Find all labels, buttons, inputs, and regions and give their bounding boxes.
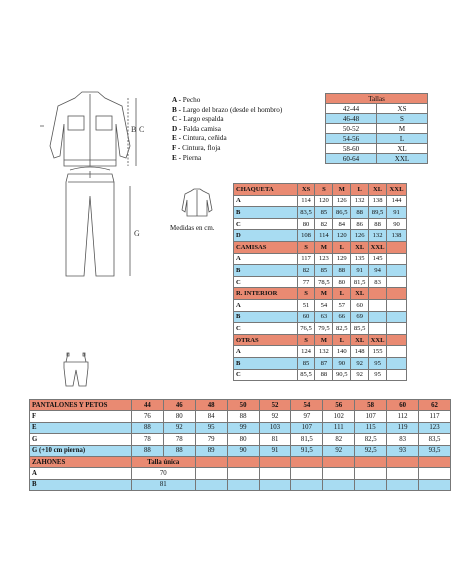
size-header: M — [315, 241, 333, 253]
camisas-row — [234, 265, 407, 277]
table-cell: 93 — [387, 445, 419, 456]
table-cell: 94 — [369, 265, 387, 277]
legend-item — [172, 106, 282, 116]
legend-text: Pierna — [182, 153, 202, 162]
table-cell: 132 — [315, 346, 333, 358]
size-header — [387, 241, 407, 253]
table-cell: A — [234, 346, 298, 358]
otras-row — [234, 346, 407, 358]
pantalones-row — [30, 411, 451, 422]
otras-row — [234, 357, 407, 369]
table-cell — [387, 346, 407, 358]
size-header: 44 — [131, 400, 163, 411]
legend-key: F - — [172, 143, 183, 152]
table-cell: XS — [377, 104, 428, 114]
table-cell: 88 — [369, 218, 387, 230]
table-cell: 60 — [351, 299, 369, 311]
size-header: XL — [351, 288, 369, 300]
table-cell — [369, 299, 387, 311]
table-cell: 92 — [323, 445, 355, 456]
table-cell — [387, 456, 419, 467]
table-cell — [227, 456, 259, 467]
overalls-icon — [56, 352, 96, 388]
table-cell: 79,5 — [315, 323, 333, 335]
table-cell: 66 — [333, 311, 351, 323]
table-cell — [291, 468, 323, 479]
legend-text: Cintura, ceñida — [182, 134, 227, 143]
table-cell: 82 — [323, 434, 355, 445]
pantalones-header — [30, 400, 451, 411]
table-cell: 148 — [351, 346, 369, 358]
table-cell — [387, 265, 407, 277]
legend-key: A - — [172, 96, 183, 104]
table-cell: 76 — [131, 411, 163, 422]
size-header: S — [297, 241, 315, 253]
table-cell: 90 — [333, 357, 351, 369]
legend-key: E - — [172, 134, 183, 143]
table-cell: 145 — [369, 253, 387, 265]
table-cell: 83,5 — [297, 207, 315, 219]
table-cell — [387, 299, 407, 311]
table-cell: 88 — [227, 411, 259, 422]
tallas-row — [326, 144, 428, 154]
table-cell: 90 — [387, 218, 407, 230]
table-cell: 88 — [163, 445, 195, 456]
table-cell: 135 — [351, 253, 369, 265]
legend-item — [172, 144, 282, 154]
table-cell: 129 — [333, 253, 351, 265]
table-cell: 84 — [333, 218, 351, 230]
size-header: XXL — [387, 184, 407, 196]
jacket-drawing — [50, 92, 130, 166]
legend-text: Largo del brazo (desde el hombro) — [182, 105, 283, 114]
table-cell: C — [234, 369, 298, 381]
table-cell: 80 — [227, 434, 259, 445]
size-header: XXL — [369, 241, 387, 253]
table-cell: 60-64 — [326, 154, 377, 164]
table-cell — [323, 456, 355, 467]
interior-row — [234, 323, 407, 335]
size-header: L — [333, 334, 351, 346]
table-cell — [387, 369, 407, 381]
table-cell: 107 — [355, 411, 387, 422]
camisas-header — [234, 241, 407, 253]
chaqueta-row — [234, 207, 407, 219]
table-cell: B — [30, 479, 132, 490]
table-cell: 90 — [227, 445, 259, 456]
size-header: XXL — [369, 334, 387, 346]
chaqueta-header — [234, 184, 407, 196]
table-cell: 69 — [351, 311, 369, 323]
table-cell: 77 — [297, 276, 315, 288]
camisas-row — [234, 253, 407, 265]
table-cell: 144 — [387, 195, 407, 207]
table-cell — [323, 468, 355, 479]
table-cell: 42-44 — [326, 104, 377, 114]
table-cell: 132 — [369, 230, 387, 242]
chaqueta-title: CHAQUETA — [234, 184, 298, 196]
table-cell — [291, 479, 323, 490]
zahones-row — [30, 468, 451, 479]
table-cell: 82,5 — [355, 434, 387, 445]
interior-row — [234, 299, 407, 311]
table-cell: 58-60 — [326, 144, 377, 154]
size-header: 50 — [227, 400, 259, 411]
size-header: L — [333, 241, 351, 253]
legend-key: E - — [172, 153, 183, 162]
pantalones-title: PANTALONES Y PETOS — [30, 400, 132, 411]
legend-text: Largo espalda — [183, 115, 224, 124]
table-cell: 93,5 — [419, 445, 451, 456]
table-cell: S — [377, 114, 428, 124]
dim-label-c: C — [139, 125, 145, 134]
table-cell: 117 — [419, 411, 451, 422]
size-header: 46 — [163, 400, 195, 411]
table-cell: XXL — [377, 154, 428, 164]
table-cell — [387, 323, 407, 335]
table-cell: 108 — [297, 230, 315, 242]
table-cell: E — [30, 422, 132, 433]
table-cell: 63 — [315, 311, 333, 323]
pantalones-table — [29, 399, 451, 491]
table-cell: 86,5 — [333, 207, 351, 219]
table-cell: 85,5 — [351, 323, 369, 335]
tallas-row — [326, 114, 428, 124]
table-cell: B — [234, 265, 298, 277]
table-cell: 126 — [351, 230, 369, 242]
tallas-row — [326, 104, 428, 114]
table-cell: 88 — [351, 207, 369, 219]
table-cell: 117 — [297, 253, 315, 265]
table-cell: 81,5 — [291, 434, 323, 445]
table-cell — [369, 323, 387, 335]
table-cell: 107 — [291, 422, 323, 433]
table-cell: 83 — [387, 434, 419, 445]
table-cell — [227, 479, 259, 490]
size-header: M — [333, 184, 351, 196]
table-cell: 92 — [351, 369, 369, 381]
table-cell — [259, 456, 291, 467]
table-cell: 123 — [315, 253, 333, 265]
table-cell: 140 — [333, 346, 351, 358]
table-cell: 82 — [297, 265, 315, 277]
interior-header — [234, 288, 407, 300]
size-header: 58 — [355, 400, 387, 411]
table-cell — [387, 468, 419, 479]
interior-row — [234, 311, 407, 323]
size-header: L — [351, 184, 369, 196]
table-cell: 89,5 — [369, 207, 387, 219]
table-cell: 99 — [227, 422, 259, 433]
legend-item — [172, 96, 282, 106]
table-cell: 50-52 — [326, 124, 377, 134]
table-cell: 91,5 — [291, 445, 323, 456]
tallas-header — [326, 94, 428, 104]
table-cell — [419, 456, 451, 467]
table-cell — [323, 479, 355, 490]
tallas-row — [326, 134, 428, 144]
size-header — [369, 288, 387, 300]
zahones-title: ZAHONES — [30, 456, 132, 467]
table-cell: 111 — [323, 422, 355, 433]
table-cell: 95 — [195, 422, 227, 433]
legend-key: D - — [172, 124, 184, 133]
table-cell: XL — [377, 144, 428, 154]
legend-item — [172, 125, 282, 135]
size-header: XL — [369, 184, 387, 196]
table-cell: 126 — [333, 195, 351, 207]
table-cell: 89 — [195, 445, 227, 456]
table-cell: F — [30, 411, 132, 422]
table-cell: 60 — [297, 311, 315, 323]
table-cell: 103 — [259, 422, 291, 433]
table-cell: 95 — [369, 369, 387, 381]
table-cell: 138 — [387, 230, 407, 242]
table-cell: 112 — [387, 411, 419, 422]
table-cell: 81 — [131, 479, 195, 490]
chaqueta-row — [234, 230, 407, 242]
table-cell — [419, 468, 451, 479]
size-header: S — [315, 184, 333, 196]
table-cell: 81,5 — [351, 276, 369, 288]
table-cell: 91 — [351, 265, 369, 277]
table-cell: 51 — [297, 299, 315, 311]
table-cell: B — [234, 207, 298, 219]
table-cell: 85 — [297, 357, 315, 369]
table-cell: 80 — [297, 218, 315, 230]
medidas-label: Medidas en cm. — [170, 224, 215, 232]
legend-key: C - — [172, 115, 184, 124]
table-cell: 102 — [323, 411, 355, 422]
size-header: 62 — [419, 400, 451, 411]
table-cell — [291, 456, 323, 467]
table-cell: 78 — [131, 434, 163, 445]
table-cell: A — [234, 299, 298, 311]
table-cell: B — [234, 357, 298, 369]
size-header: L — [333, 288, 351, 300]
tallas-table — [325, 93, 428, 164]
garment-size-table — [233, 183, 407, 381]
table-cell: 88 — [131, 422, 163, 433]
table-cell: B — [234, 311, 298, 323]
table-cell: 88 — [333, 265, 351, 277]
legend-text: Cintura, floja — [182, 143, 221, 152]
jacket-icon — [180, 188, 214, 218]
otras-header — [234, 334, 407, 346]
table-cell: 120 — [315, 195, 333, 207]
table-cell — [227, 468, 259, 479]
dim-label-g: G — [134, 229, 140, 238]
table-cell: 70 — [131, 468, 195, 479]
table-cell: 97 — [291, 411, 323, 422]
size-header: XS — [297, 184, 315, 196]
table-cell — [355, 479, 387, 490]
table-cell — [259, 479, 291, 490]
size-header: 48 — [195, 400, 227, 411]
table-cell: 88 — [131, 445, 163, 456]
size-header: M — [315, 334, 333, 346]
size-header: XL — [351, 334, 369, 346]
table-cell: 80 — [333, 276, 351, 288]
table-cell: 79 — [195, 434, 227, 445]
table-cell: 132 — [351, 195, 369, 207]
table-cell: 114 — [315, 230, 333, 242]
table-cell — [195, 456, 227, 467]
pantalones-row — [30, 445, 451, 456]
chaqueta-row — [234, 218, 407, 230]
table-cell — [387, 253, 407, 265]
tallas-row — [326, 124, 428, 134]
table-cell: 85 — [315, 207, 333, 219]
size-header: 56 — [323, 400, 355, 411]
table-cell: A — [234, 195, 298, 207]
table-cell: 82 — [315, 218, 333, 230]
otras-title: OTRAS — [234, 334, 298, 346]
table-cell: 92 — [351, 357, 369, 369]
table-cell: 138 — [369, 195, 387, 207]
table-cell: 115 — [355, 422, 387, 433]
table-cell: 78,5 — [315, 276, 333, 288]
table-cell: 91 — [387, 207, 407, 219]
size-header: 52 — [259, 400, 291, 411]
table-cell — [387, 357, 407, 369]
size-header: S — [297, 334, 315, 346]
table-cell — [355, 468, 387, 479]
table-cell: 85,5 — [297, 369, 315, 381]
size-header: S — [297, 288, 315, 300]
table-cell: 120 — [333, 230, 351, 242]
table-cell: A — [234, 253, 298, 265]
table-cell: C — [234, 218, 298, 230]
pantalones-row — [30, 434, 451, 445]
table-cell: 78 — [163, 434, 195, 445]
table-cell — [387, 311, 407, 323]
dim-label-b: B — [131, 125, 137, 134]
table-cell: 155 — [369, 346, 387, 358]
table-cell: 76,5 — [297, 323, 315, 335]
table-cell: 86 — [351, 218, 369, 230]
table-cell: 124 — [297, 346, 315, 358]
zahones-header — [30, 456, 451, 467]
table-cell: 114 — [297, 195, 315, 207]
table-cell — [355, 456, 387, 467]
otras-row — [234, 369, 407, 381]
table-cell: C — [234, 323, 298, 335]
table-cell: D — [234, 230, 298, 242]
size-header: M — [315, 288, 333, 300]
size-header — [387, 334, 407, 346]
table-cell: 119 — [387, 422, 419, 433]
size-header: 54 — [291, 400, 323, 411]
table-cell — [259, 468, 291, 479]
table-cell: 82,5 — [333, 323, 351, 335]
table-cell: 92,5 — [355, 445, 387, 456]
measurement-legend — [172, 96, 282, 163]
chaqueta-row — [234, 195, 407, 207]
table-cell: 84 — [195, 411, 227, 422]
table-cell: A — [30, 468, 132, 479]
legend-item — [172, 134, 282, 144]
pantalones-row — [30, 422, 451, 433]
table-cell: 92 — [259, 411, 291, 422]
size-header — [387, 288, 407, 300]
table-cell: 83 — [369, 276, 387, 288]
table-cell: 87 — [315, 357, 333, 369]
table-cell: C — [234, 276, 298, 288]
table-cell — [419, 479, 451, 490]
table-cell: 95 — [369, 357, 387, 369]
table-cell: G (+10 cm pierna) — [30, 445, 132, 456]
legend-text: Falda camisa — [183, 124, 221, 133]
camisas-row — [234, 276, 407, 288]
table-cell — [387, 276, 407, 288]
legend-item — [172, 154, 282, 164]
size-header: 60 — [387, 400, 419, 411]
size-header: XL — [351, 241, 369, 253]
table-cell — [387, 479, 419, 490]
table-cell: 83,5 — [419, 434, 451, 445]
table-cell — [195, 468, 227, 479]
legend-key: B - — [172, 105, 183, 114]
legend-text: Pecho — [182, 96, 201, 104]
table-cell: 85 — [315, 265, 333, 277]
table-cell — [195, 479, 227, 490]
table-cell: 123 — [419, 422, 451, 433]
legend-item — [172, 115, 282, 125]
table-cell: 57 — [333, 299, 351, 311]
table-cell: 46-48 — [326, 114, 377, 124]
table-cell: 88 — [315, 369, 333, 381]
table-cell: L — [377, 134, 428, 144]
table-cell: 91 — [259, 445, 291, 456]
table-cell: 54 — [315, 299, 333, 311]
pants-drawing — [66, 167, 114, 276]
table-cell — [369, 311, 387, 323]
camisas-title: CAMISAS — [234, 241, 298, 253]
tallas-row — [326, 154, 428, 164]
table-cell: 81 — [259, 434, 291, 445]
table-cell: 90,5 — [333, 369, 351, 381]
table-cell: M — [377, 124, 428, 134]
talla-unica-header: Talla única — [131, 456, 195, 467]
zahones-row — [30, 479, 451, 490]
table-cell: 54-56 — [326, 134, 377, 144]
table-cell: 80 — [163, 411, 195, 422]
tallas-title: Tallas — [326, 94, 428, 104]
garment-measure-diagram — [30, 86, 165, 286]
table-cell: G — [30, 434, 132, 445]
interior-title: R. INTERIOR — [234, 288, 298, 300]
table-cell: 92 — [163, 422, 195, 433]
